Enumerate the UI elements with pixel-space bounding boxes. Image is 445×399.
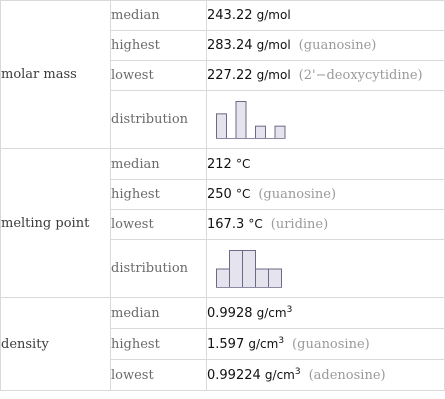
distribution-cell bbox=[207, 240, 445, 298]
histogram-bar bbox=[269, 269, 282, 288]
stat-value bbox=[207, 1, 445, 31]
histogram-bar bbox=[236, 101, 246, 138]
stat-label: median bbox=[111, 149, 207, 180]
value-number: 227.22 bbox=[207, 68, 253, 83]
histogram-bar bbox=[243, 250, 256, 287]
histogram-bar bbox=[217, 113, 227, 138]
value-unit: g/mol bbox=[256, 68, 291, 82]
stat-value bbox=[207, 149, 445, 180]
value-number: 250 bbox=[207, 187, 232, 202]
value-unit: g/mol bbox=[256, 38, 291, 52]
unit-base: g/cm bbox=[256, 305, 287, 320]
unit-base: g/cm bbox=[264, 367, 295, 382]
unit-exponent: 3 bbox=[294, 366, 301, 377]
property-name: molar mass bbox=[1, 1, 111, 149]
table-row bbox=[1, 298, 445, 329]
histogram bbox=[208, 247, 288, 291]
value-number: 0.99224 bbox=[207, 367, 261, 383]
stat-label: median bbox=[111, 298, 207, 329]
stat-label: median bbox=[111, 1, 207, 31]
stat-value bbox=[207, 329, 445, 360]
histogram bbox=[208, 98, 288, 142]
stat-value bbox=[207, 31, 445, 61]
value-number: 1.597 bbox=[207, 336, 245, 352]
stat-value bbox=[207, 210, 445, 240]
stat-label: highest bbox=[111, 329, 207, 360]
value-unit: °C bbox=[235, 187, 251, 201]
table-row bbox=[1, 149, 445, 180]
value-number: 167.3 bbox=[207, 217, 245, 232]
distribution-cell bbox=[207, 91, 445, 149]
value-unit: °C bbox=[235, 156, 251, 171]
table-row bbox=[1, 1, 445, 31]
property-name: melting point bbox=[1, 149, 111, 298]
value-note: (uridine) bbox=[270, 217, 329, 232]
unit-exponent: 3 bbox=[286, 304, 293, 315]
value-unit: g/mol bbox=[256, 8, 291, 22]
unit-exponent: 3 bbox=[278, 335, 285, 346]
stat-label: distribution bbox=[111, 240, 207, 298]
value-number: 283.24 bbox=[207, 38, 253, 53]
value-number: 243.22 bbox=[207, 8, 253, 23]
stat-value bbox=[207, 298, 445, 329]
value-number: 212 bbox=[207, 156, 232, 172]
value-number: 0.9928 bbox=[207, 305, 253, 321]
stat-value bbox=[207, 61, 445, 91]
stat-label: distribution bbox=[111, 91, 207, 149]
stat-label: highest bbox=[111, 180, 207, 210]
value-unit bbox=[265, 368, 301, 382]
stat-label: lowest bbox=[111, 61, 207, 91]
histogram-bar bbox=[217, 269, 230, 288]
stat-label: lowest bbox=[111, 210, 207, 240]
histogram-bar bbox=[256, 126, 266, 138]
value-unit bbox=[248, 337, 284, 351]
stat-label: lowest bbox=[111, 360, 207, 391]
value-note: (2'−deoxycytidine) bbox=[298, 68, 423, 83]
value-note: (guanosine) bbox=[258, 187, 337, 202]
value-note: (adenosine) bbox=[308, 367, 386, 383]
value-note: (guanosine) bbox=[292, 336, 370, 352]
value-unit: °C bbox=[248, 217, 263, 231]
histogram-bar bbox=[256, 269, 269, 288]
property-name: density bbox=[1, 298, 111, 391]
unit-base: g/cm bbox=[248, 336, 279, 351]
stat-label: highest bbox=[111, 31, 207, 61]
value-unit bbox=[257, 306, 293, 320]
value-note: (guanosine) bbox=[298, 38, 377, 53]
stat-value bbox=[207, 180, 445, 210]
histogram-bar bbox=[230, 250, 243, 287]
stat-value bbox=[207, 360, 445, 391]
histogram-bar bbox=[275, 126, 285, 138]
